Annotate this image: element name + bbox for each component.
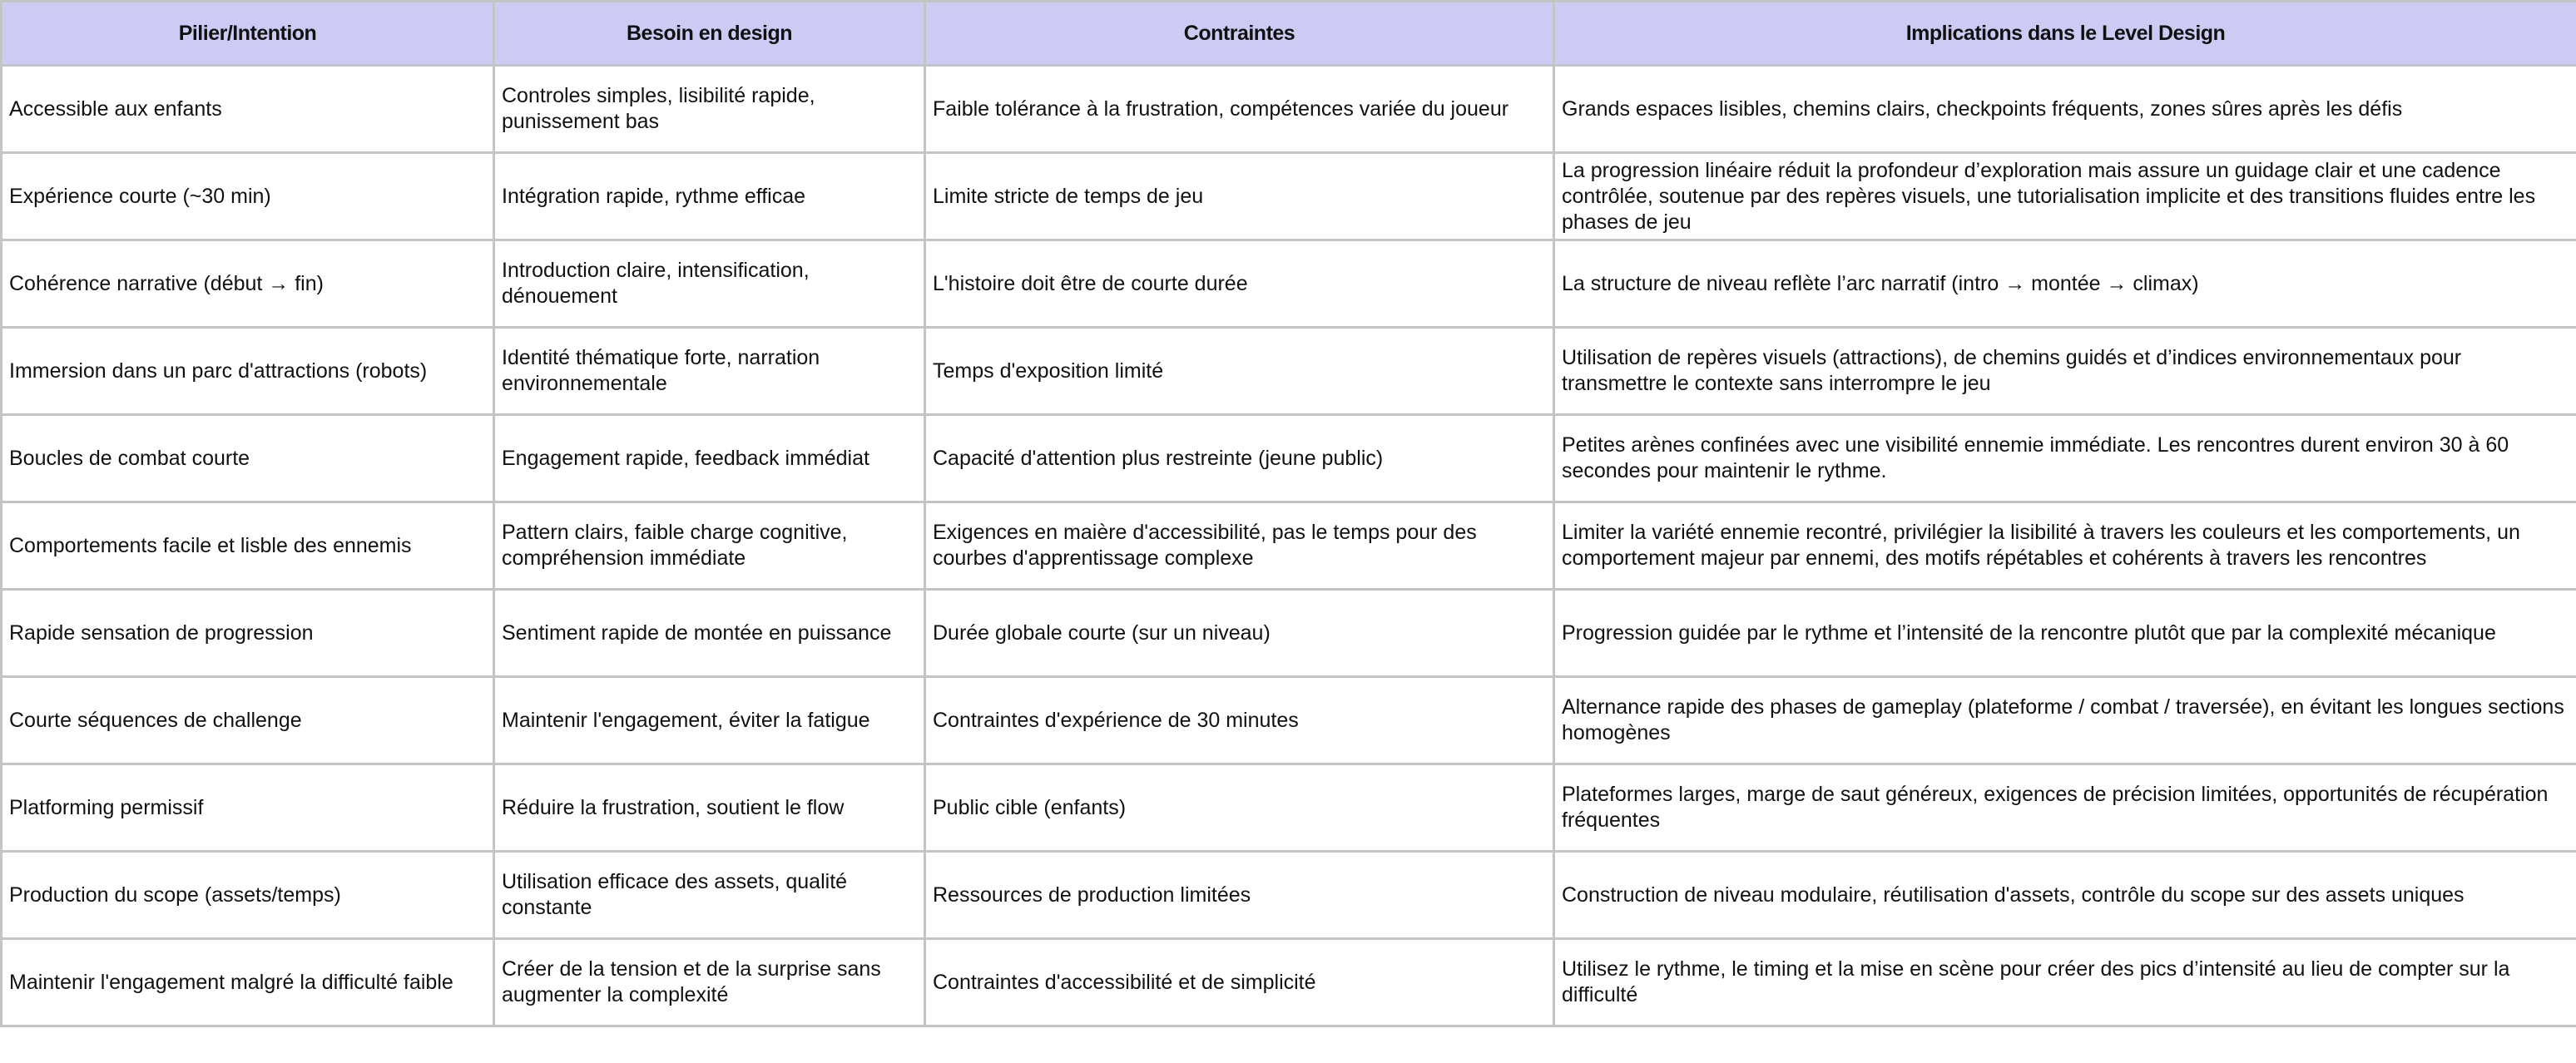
- implications-cell: Construction de niveau modulaire, réutilisation d'assets, contrôle du scope sur des assets uniques: [1554, 852, 2576, 939]
- pilier-cell: Comportements facile et lisble des ennemis: [2, 502, 494, 590]
- contraintes-cell: Ressources de production limitées: [925, 852, 1554, 939]
- pilier-cell: Cohérence narrative (début → fin): [2, 240, 494, 328]
- contraintes-cell: Temps d'exposition limité: [925, 328, 1554, 415]
- besoin-cell: Engagement rapide, feedback immédiat: [494, 415, 925, 502]
- table-row: [2, 153, 2576, 240]
- pilier-cell: Expérience courte (~30 min): [2, 153, 494, 240]
- contraintes-cell: Contraintes d'expérience de 30 minutes: [925, 677, 1554, 764]
- table-row: [2, 502, 2576, 590]
- contraintes-cell: Public cible (enfants): [925, 764, 1554, 852]
- implications-cell: Petites arènes confinées avec une visibilité ennemie immédiate. Les rencontres durent environ 30 à 60 secondes pour maintenir le rythme.: [1554, 415, 2576, 502]
- table-row: [2, 939, 2576, 1026]
- header-besoin: Besoin en design: [494, 2, 925, 66]
- table-row: [2, 764, 2576, 852]
- implications-cell: Limiter la variété ennemie recontré, privilégier la lisibilité à travers les couleurs et les comportements, un comportement majeur par ennemi, des motifs répétables et cohérents à travers les rencontres: [1554, 502, 2576, 590]
- header-contraintes: Contraintes: [925, 2, 1554, 66]
- contraintes-cell: Limite stricte de temps de jeu: [925, 153, 1554, 240]
- header-row: [2, 2, 2576, 66]
- besoin-cell: Intégration rapide, rythme efficae: [494, 153, 925, 240]
- pilier-cell: Boucles de combat courte: [2, 415, 494, 502]
- table-body: [2, 66, 2576, 1026]
- besoin-cell: Sentiment rapide de montée en puissance: [494, 590, 925, 677]
- table-row: [2, 677, 2576, 764]
- table-row: [2, 66, 2576, 153]
- implications-cell: Utilisation de repères visuels (attractions), de chemins guidés et d’indices environnementaux pour transmettre le contexte sans interrompre le jeu: [1554, 328, 2576, 415]
- besoin-cell: Controles simples, lisibilité rapide, punissement bas: [494, 66, 925, 153]
- pilier-cell: Production du scope (assets/temps): [2, 852, 494, 939]
- besoin-cell: Introduction claire, intensification, dénouement: [494, 240, 925, 328]
- table-row: [2, 852, 2576, 939]
- besoin-cell: Utilisation efficace des assets, qualité constante: [494, 852, 925, 939]
- pilier-cell: Immersion dans un parc d'attractions (robots): [2, 328, 494, 415]
- table-row: [2, 240, 2576, 328]
- implications-cell: La progression linéaire réduit la profondeur d’exploration mais assure un guidage clair et une cadence contrôlée, soutenue par des repères visuels, une tutorialisation implicite et des transitions fluides entre les phases de jeu: [1554, 153, 2576, 240]
- pilier-cell: Courte séquences de challenge: [2, 677, 494, 764]
- table-row: [2, 415, 2576, 502]
- contraintes-cell: Exigences en maière d'accessibilité, pas le temps pour des courbes d'apprentissage complexe: [925, 502, 1554, 590]
- implications-cell: Progression guidée par le rythme et l’intensité de la rencontre plutôt que par la complexité mécanique: [1554, 590, 2576, 677]
- implications-cell: Utilisez le rythme, le timing et la mise en scène pour créer des pics d’intensité au lieu de compter sur la difficulté: [1554, 939, 2576, 1026]
- table-row: [2, 590, 2576, 677]
- pilier-cell: Accessible aux enfants: [2, 66, 494, 153]
- pilier-cell: Rapide sensation de progression: [2, 590, 494, 677]
- implications-cell: Plateformes larges, marge de saut généreux, exigences de précision limitées, opportunités de récupération fréquentes: [1554, 764, 2576, 852]
- pilier-cell: Platforming permissif: [2, 764, 494, 852]
- besoin-cell: Créer de la tension et de la surprise sans augmenter la complexité: [494, 939, 925, 1026]
- contraintes-cell: Contraintes d'accessibilité et de simplicité: [925, 939, 1554, 1026]
- implications-cell: Grands espaces lisibles, chemins clairs, checkpoints fréquents, zones sûres après les défis: [1554, 66, 2576, 153]
- contraintes-cell: Durée globale courte (sur un niveau): [925, 590, 1554, 677]
- besoin-cell: Maintenir l'engagement, éviter la fatigue: [494, 677, 925, 764]
- contraintes-cell: L'histoire doit être de courte durée: [925, 240, 1554, 328]
- besoin-cell: Réduire la frustration, soutient le flow: [494, 764, 925, 852]
- contraintes-cell: Capacité d'attention plus restreinte (jeune public): [925, 415, 1554, 502]
- table-row: [2, 328, 2576, 415]
- implications-cell: Alternance rapide des phases de gameplay (plateforme / combat / traversée), en évitant les longues sections homogènes: [1554, 677, 2576, 764]
- besoin-cell: Pattern clairs, faible charge cognitive, compréhension immédiate: [494, 502, 925, 590]
- header-implications: Implications dans le Level Design: [1554, 2, 2576, 66]
- besoin-cell: Identité thématique forte, narration environnementale: [494, 328, 925, 415]
- contraintes-cell: Faible tolérance à la frustration, compétences variée du joueur: [925, 66, 1554, 153]
- implications-cell: La structure de niveau reflète l’arc narratif (intro → montée → climax): [1554, 240, 2576, 328]
- header-pilier: Pilier/Intention: [2, 2, 494, 66]
- pilier-cell: Maintenir l'engagement malgré la difficulté faible: [2, 939, 494, 1026]
